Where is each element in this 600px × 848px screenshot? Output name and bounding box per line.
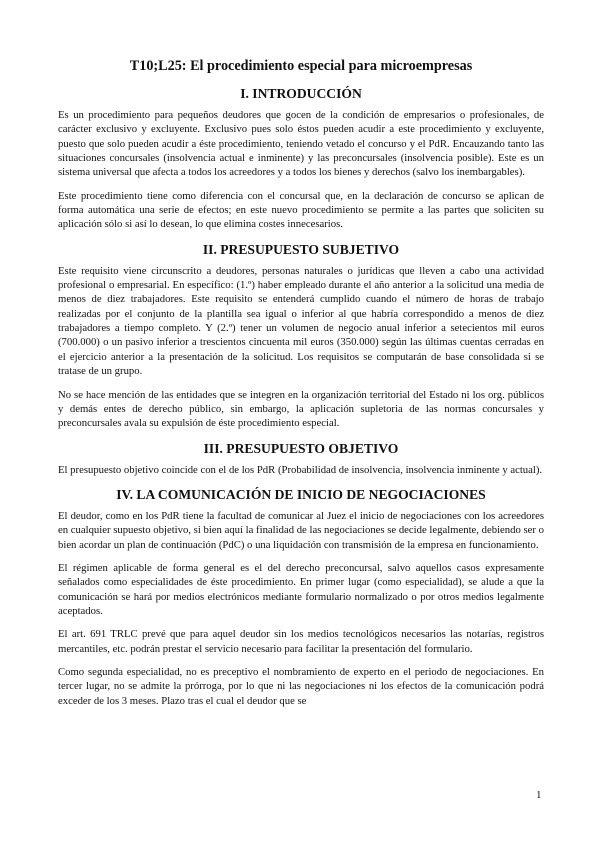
page-number: 1 [536,789,542,801]
section-presupuesto-subjetivo [58,241,544,431]
paragraph: Como segunda especialidad, no es preceptivo el nombramiento de experto en el periodo de negociaciones. En tercer lugar, no se admite la prórroga, por lo que ni las negociaciones ni los efectos de la comunicación podrá exceder de los 3 meses. Plazo tras el cual el deudor que se [58,665,544,707]
section-heading: III. PRESUPUESTO OBJETIVO [203,440,399,456]
section-heading: IV. LA COMUNICACIÓN DE INICIO DE NEGOCIACIONES [116,486,486,502]
paragraph: El presupuesto objetivo coincide con el de los PdR (Probabilidad de insolvencia, insolvencia inminente y actual). [58,463,543,476]
paragraph: No se hace mención de las entidades que se integren en la organización territorial del Estado ni los org. públicos y demás entes de derecho público, sin embargo, la aplicación supletoria de las normas concursales y preconcursales avala su expulsión de éste procedimiento especial. [58,388,544,430]
paragraph: El régimen aplicable de forma general es el del derecho preconcursal, salvo aquellos casos expresamente señalados como especialidades de éste procedimiento. En primer lugar (como especialidad), se alude a que la comunicación se hará por medios electrónicos mediante formulario normalizado o por otros medios legalmente aceptados. [58,561,544,617]
paragraph: Este requisito viene circunscrito a deudores, personas naturales o jurídicas que lleven a cabo una actividad profesional o empresarial. En específico: (1.º) haber empleado durante el año anterior a la solicitud una media de menos de diez trabajadores. Este requisito se entenderá cumplido cuando el número de horas de trabajo realizadas por el conjunto de la plantilla sea igual o inferior al que habría correspondido a menos de diez trabajadores a tiempo completo. Y (2.º) tener un volumen de negocio anual inferior a setecientos mil euros (700.000) o un pasivo inferior a trescientos cincuenta mil euros (350.000) según las últimas cuentas cerradas en el ejercicio anterior a la presentación de la solicitud. Los requisitos se computarán de base consolidada si se tratase de un grupo. [58,264,544,378]
paragraph: Es un procedimiento para pequeños deudores que gocen de la condición de empresarios o profesionales, de carácter exclusivo y excluyente. Exclusivo pues solo éstos pueden acudir a este procedimiento y excluyente, puesto que solo pueden acudir a éste procedimiento, teniendo vetado el concurso y el PdR. Encauzando tanto las situaciones concursales (insolvencia actual e inminente) y las preconcursales (insolvencia posible). Este es un sistema universal que afecta a todos los acreedores y a todos los bienes y derechos (salvo los inembargables). [58,109,544,179]
paragraph: El deudor, como en los PdR tiene la facultad de comunicar al Juez el inicio de negociaciones con los acreedores en cualquier supuesto objetivo, si bien aquí la finalidad de las negociaciones se decide legalmente, debiendo ser o bien acordar un plan de continuación (PdC) o una liquidación con transmisión de la empresa en funcionamiento. [58,509,544,551]
section-comunicacion-inicio-negociaciones [58,486,544,708]
document-title: T10;L25: El procedimiento especial para microempresas [129,58,473,74]
section-introduccion [58,85,544,232]
paragraph: Este procedimiento tiene como diferencia con el concursal que, en la declaración de concurso se aplican de forma automática una serie de efectos; en este nuevo procedimiento se permite a las partes que soliciten su aplicación sólo si así lo desean, lo que elimina costes innecesarios. [58,189,544,231]
section-heading: II. PRESUPUESTO SUBJETIVO [202,241,400,257]
document-page [58,58,544,717]
section-presupuesto-objetivo [58,440,544,477]
section-heading: I. INTRODUCCIÓN [240,86,362,101]
paragraph: El art. 691 TRLC prevé que para aquel deudor sin los medios tecnológicos necesarios las notarías, registros mercantiles, etc. podrán prestar el servicio necesario para facilitar la presentación del formulario. [58,628,544,655]
